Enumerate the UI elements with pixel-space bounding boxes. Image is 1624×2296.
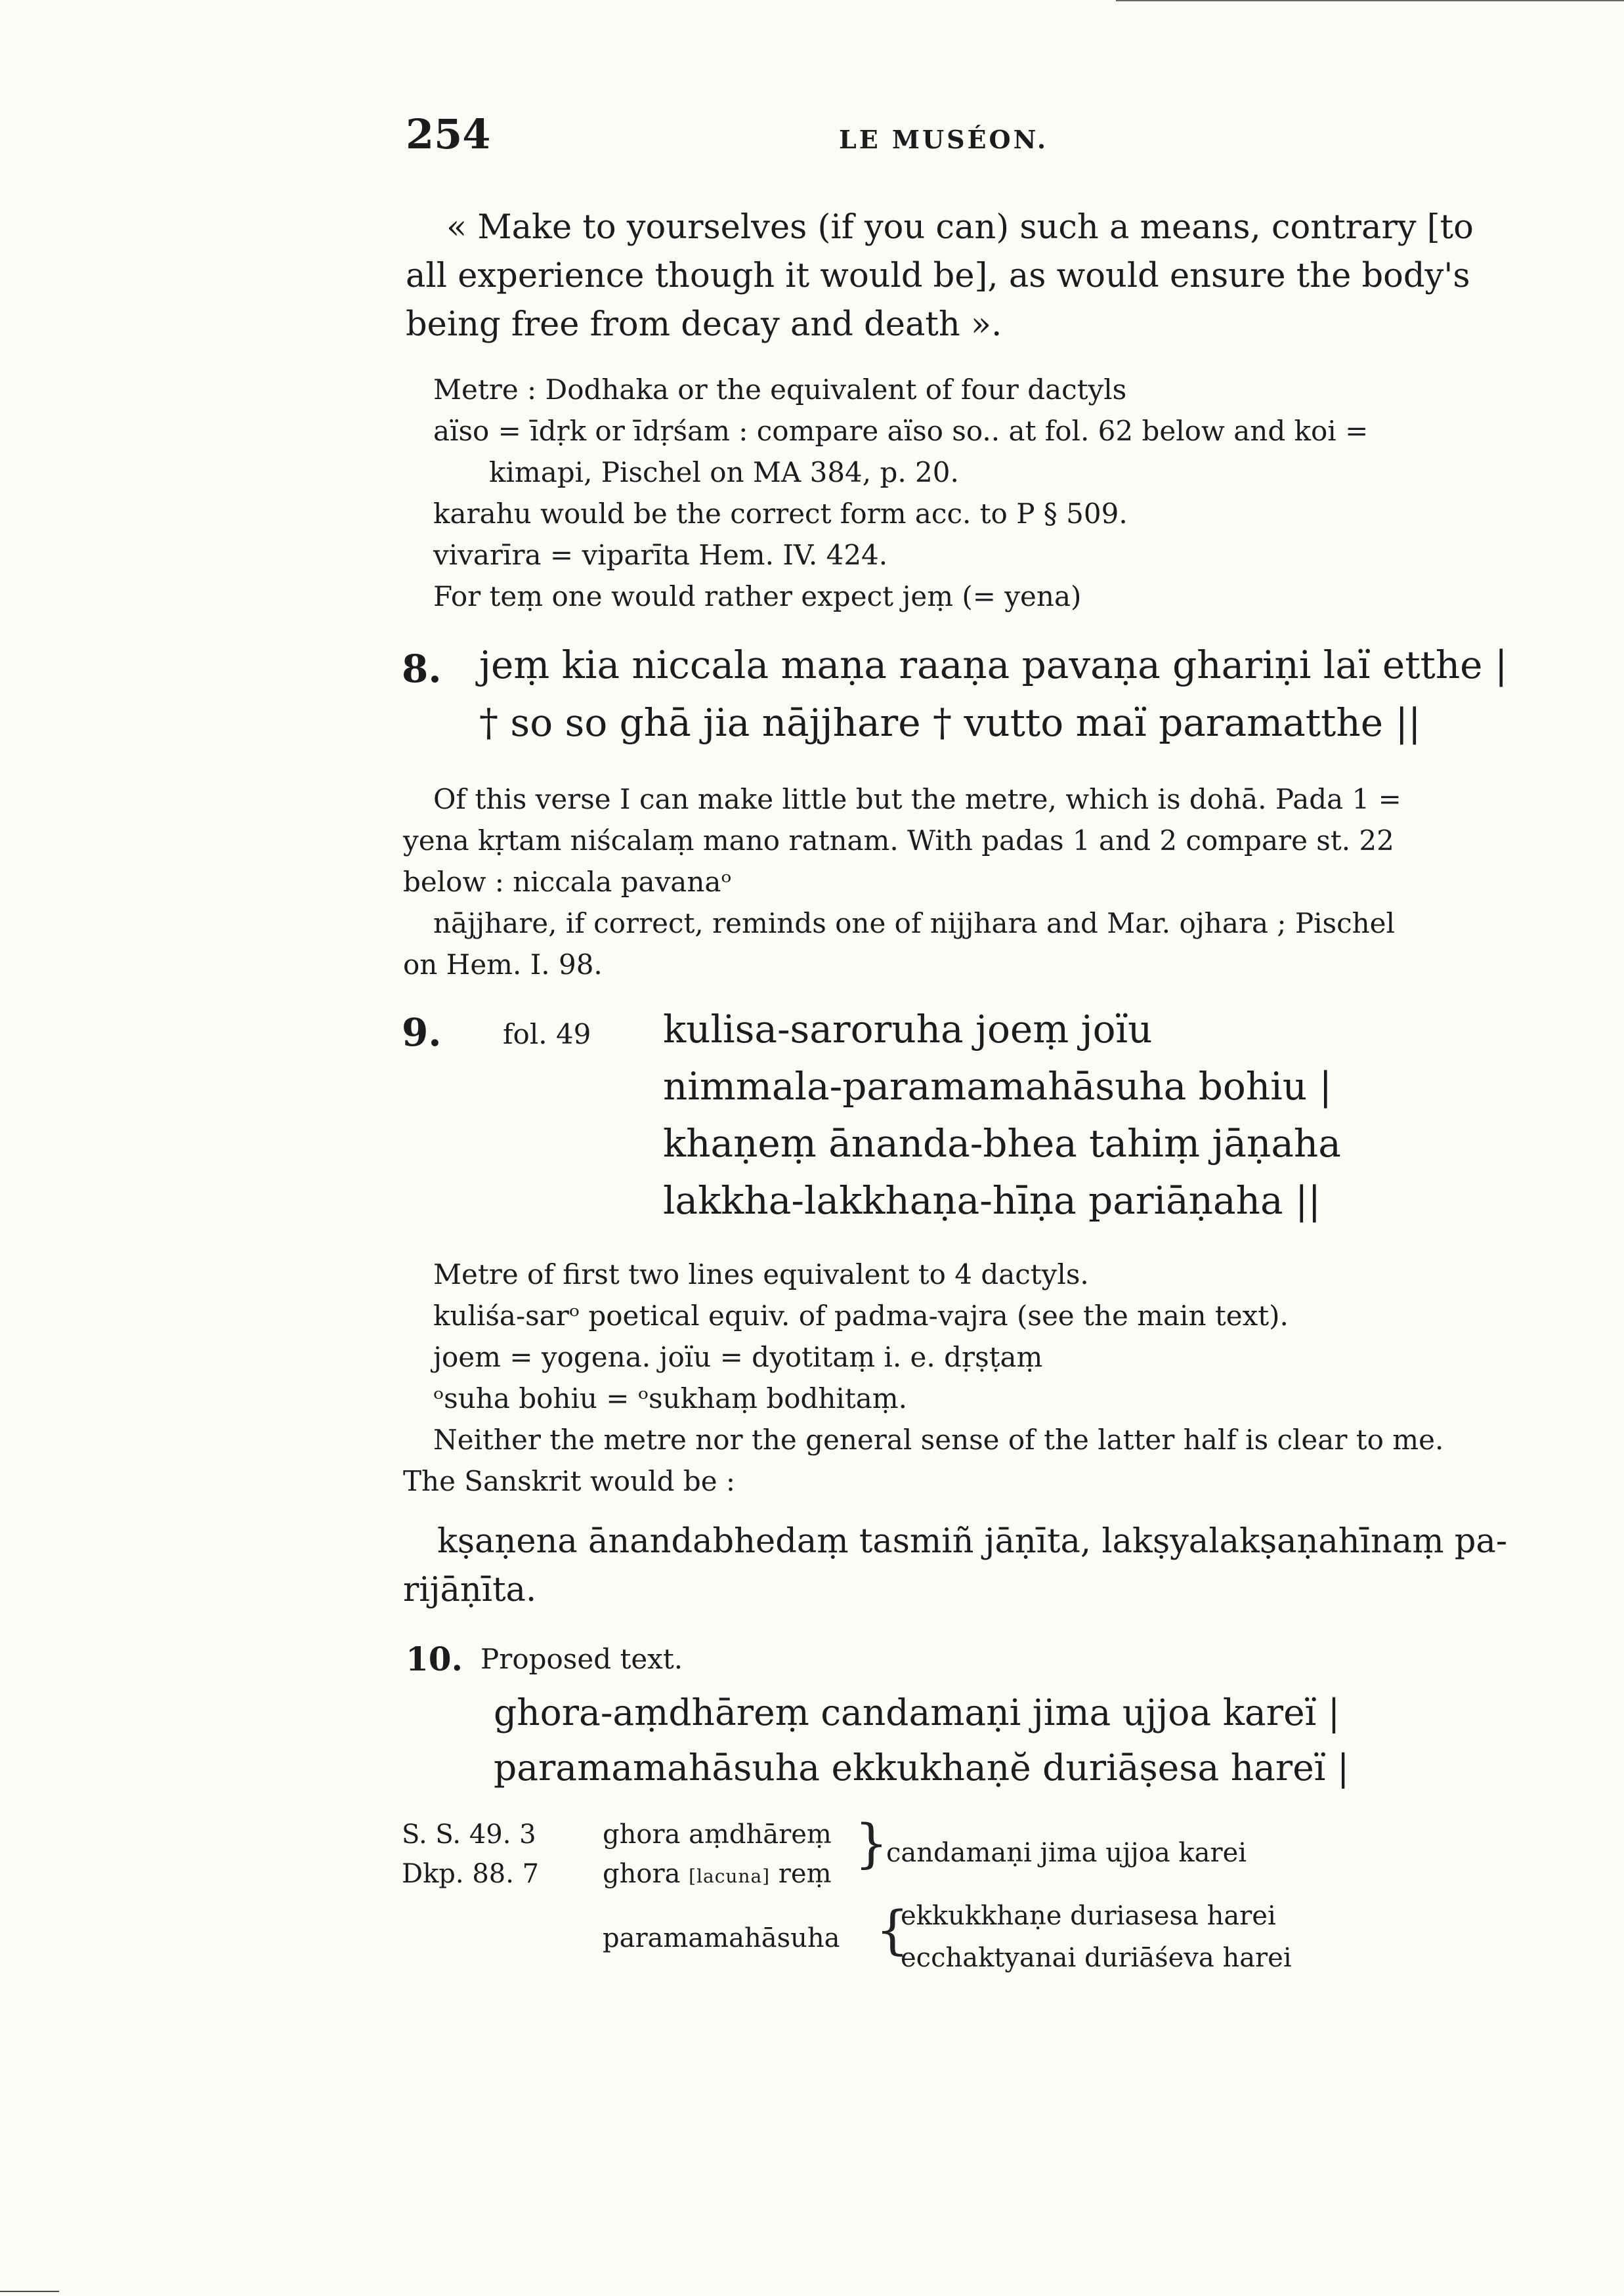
note-line: ᵒsuha bohiu = ᵒsukhaṃ bodhitaṃ. (433, 1382, 907, 1414)
note-line: Neither the metre nor the general sense of the latter half is clear to me. (433, 1424, 1444, 1456)
note-line: karahu would be the correct form acc. to P § 509. (433, 498, 1128, 530)
folio-ref: fol. 49 (503, 1018, 591, 1050)
lacuna-mark: [lacuna] (689, 1865, 771, 1887)
note-line: kimapi, Pischel on MA 384, p. 20. (489, 456, 959, 488)
variant-reading-pre: ghora (603, 1859, 681, 1889)
brace: } (855, 1813, 888, 1874)
variant-reading: ekkukkhaṇe duriasesa harei (901, 1901, 1276, 1931)
verse-line: nimmala-paramamahāsuha bohiu | (663, 1064, 1333, 1109)
note-line: For teṃ one would rather expect jeṃ (= yena) (433, 580, 1082, 612)
verse-number: 10. (406, 1640, 463, 1678)
verse-number: 9. (402, 1010, 442, 1055)
note-line: Metre of first two lines equivalent to 4 dactyls. (433, 1258, 1089, 1290)
note-line: nājjhare, if correct, reminds one of nijjhara and Mar. ojhara ; Pischel (433, 907, 1395, 939)
verse-line: khaṇeṃ ānanda-bhea tahiṃ jāṇaha (663, 1121, 1341, 1166)
quote-line: all experience though it would be], as would ensure the body's (406, 257, 1470, 295)
note-line: vivarīra = viparīta Hem. IV. 424. (433, 539, 888, 571)
variant-reading: ecchaktyanai duriāśeva harei (901, 1943, 1292, 1973)
siglum: Dkp. 88. 7 (402, 1859, 540, 1889)
verse-line: ghora-aṃdhāreṃ candamaṇi jima ujjoa kareï | (494, 1691, 1340, 1733)
verse-line: lakkha-lakkhaṇa-hīṇa pariāṇaha || (663, 1178, 1321, 1223)
siglum: S. S. 49. 3 (402, 1819, 536, 1850)
verse-number: 8. (402, 647, 442, 691)
common-reading: candamaṇi jima ujjoa karei (886, 1838, 1247, 1868)
brace: { (876, 1900, 909, 1961)
running-title: LE MUSÉON. (839, 125, 1049, 154)
variant-reading: ghora aṃdhāreṃ (603, 1819, 832, 1850)
note-line: aïso = īdṛk or īdṛśam : compare aïso so.. at fol. 62 below and koi = (433, 415, 1369, 447)
note-line: kuliśa-sarᵒ poetical equiv. of padma-vajra (see the main text). (433, 1300, 1289, 1332)
note-line: joem = yogena. joïu = dyotitaṃ i. e. dṛṣṭaṃ (433, 1341, 1043, 1373)
verse-line: paramamahāsuha ekkukhaṇĕ duriāṣesa hareï | (494, 1747, 1350, 1789)
verse-label: Proposed text. (481, 1643, 683, 1675)
page-number: 254 (406, 110, 491, 158)
verse-line: kulisa-saroruha joeṃ joïu (663, 1007, 1153, 1052)
note-line: The Sanskrit would be : (403, 1465, 736, 1497)
note-line: Metre : Dodhaka or the equivalent of four dactyls (433, 373, 1127, 406)
top-edge-rule (1116, 0, 1624, 1)
quote-line: « Make to yourselves (if you can) such a means, contrary [to (446, 208, 1474, 247)
sanskrit-line: rijāṇīta. (403, 1571, 537, 1609)
note-line: yena kṛtam niścalaṃ mano ratnam. With padas 1 and 2 compare st. 22 (403, 824, 1394, 857)
bottom-edge-rule (0, 2291, 59, 2292)
note-line: on Hem. I. 98. (403, 948, 603, 981)
verse-line: † so so ghā jia nājjhare † vutto maï paramatthe || (479, 700, 1421, 745)
quote-line: being free from decay and death ». (406, 305, 1002, 344)
note-line: Of this verse I can make little but the metre, which is dohā. Pada 1 = (433, 783, 1401, 815)
sanskrit-line: kṣaṇena ānandabhedaṃ tasmiñ jāṇīta, lakṣyalakṣaṇahīnaṃ pa- (437, 1522, 1508, 1561)
verse-line: jeṃ kia niccala maṇa raaṇa pavaṇa ghariṇi laï etthe | (479, 643, 1508, 687)
variant-reading-post: reṃ (778, 1859, 832, 1889)
variant-reading (603, 1859, 832, 1889)
note-line: below : niccala pavanaᵒ (403, 866, 732, 898)
common-reading: paramamahāsuha (603, 1923, 840, 1953)
